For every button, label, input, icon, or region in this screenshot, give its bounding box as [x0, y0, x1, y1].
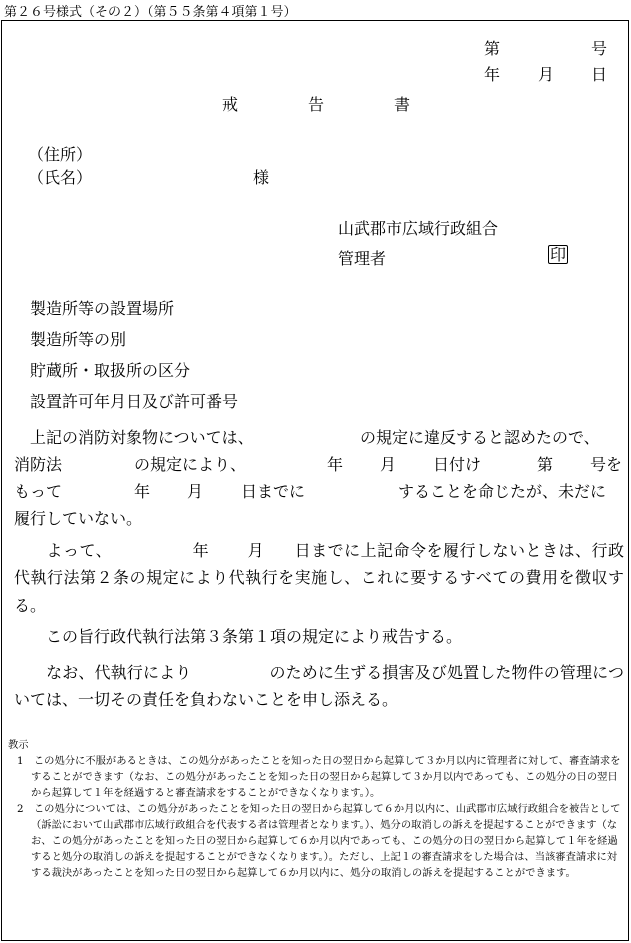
p1-l2a: 消防法 — [14, 455, 63, 474]
p2-c: 月 — [247, 541, 265, 560]
paragraph-4 — [14, 659, 624, 714]
address-label: （住所） — [28, 145, 93, 164]
p1-l2g: 号を — [590, 455, 623, 474]
field-location: 製造所等の設置場所 — [30, 299, 175, 318]
issuer-organization: 山武郡市広域行政組合 — [338, 219, 499, 238]
p1-l2b: の規定により、 — [134, 455, 247, 474]
note-1: 1 この処分に不服があるときは、この処分があったことを知った日の翌日から起算して３か月以内に管理者に対して、審査請求をすることができます（なお、この処分があったことを知った日の翌日から起算して３か月以内であっても、この処分の日の翌日から起算して１年を経過すると審査請求をすることができなくなります。）。 — [17, 755, 621, 799]
p4-a: なお、代執行により — [46, 663, 192, 682]
paragraph-2 — [14, 537, 624, 619]
notes-heading: 教示 — [8, 739, 29, 751]
p4-b: のために生ずる損害及び処置した物件の管理については、一切その責任を負わないことを申し添える。 — [14, 663, 624, 710]
instruction-notes — [8, 737, 624, 881]
title-char-2: 告 — [308, 95, 325, 114]
p1-l3a: もって — [14, 482, 63, 501]
form-header: 第２６号様式（その２）（第５５条第４項第１号） — [4, 5, 297, 20]
seal-mark: 印 — [550, 245, 567, 264]
date-year: 年 — [484, 65, 501, 84]
p1-l3e: することを命じたが、未だに — [398, 482, 607, 501]
number-go: 号 — [591, 39, 608, 58]
date-day: 日 — [591, 65, 608, 84]
p1-l3b: 年 — [134, 482, 151, 501]
number-dai: 第 — [484, 39, 501, 58]
honorific: 様 — [253, 168, 270, 187]
p3-text: この旨行政代執行法第３条第１項の規定により戒告する。 — [46, 627, 463, 646]
issuer-official: 管理者 — [338, 249, 387, 268]
title-char-3: 書 — [394, 95, 411, 114]
title-char-1: 戒 — [222, 95, 239, 114]
p1-l2c: 年 — [327, 455, 344, 474]
p1-l2e: 日付け — [433, 455, 482, 474]
p1-l4: 履行していない。 — [14, 509, 143, 528]
name-label: （氏名） — [28, 168, 93, 187]
p1-l1b: の規定に違反すると認めたので、 — [360, 428, 600, 447]
p1-l2d: 月 — [380, 455, 397, 474]
field-permit: 設置許可年月日及び許可番号 — [30, 392, 239, 411]
p1-l1a: 上記の消防対象物については、 — [30, 428, 254, 447]
p1-l3c: 月 — [187, 482, 204, 501]
p2-d: 日までに上記命令を履行しないときは、行政代執行法第２条の規定により代執行を実施し、これに要するすべての費用を徴収する。 — [14, 541, 624, 615]
p2-a: よって、 — [46, 541, 113, 560]
field-category: 貯蔵所・取扱所の区分 — [30, 361, 191, 380]
p2-b: 年 — [192, 541, 210, 560]
paragraph-3 — [14, 623, 624, 650]
p1-l3d: 日までに — [241, 482, 306, 501]
date-month: 月 — [538, 65, 555, 84]
note-2: 2 この処分については、この処分があったことを知った日の翌日から起算して６か月以内に、山武郡市広域行政組合を被告として（訴訟において山武郡市広域行政組合を代表する者は管理者となります。）、処分の取消しの訴えを提起することができます（なお、この処分があったことを知った日の翌日から起算して６か月以内であっても、この処分の日の翌日から起算して１年を経過すると処分の取消しの訴えを提起することができなくなります。）。ただし、上記１の審査請求をした場合は、当該審査請求に対する裁決があったことを知った日の翌日から起算して６か月以内に、処分の取消しの訴えを提起することができます。 — [17, 803, 621, 879]
p1-l2f: 第 — [537, 455, 554, 474]
field-type: 製造所等の別 — [30, 330, 127, 349]
